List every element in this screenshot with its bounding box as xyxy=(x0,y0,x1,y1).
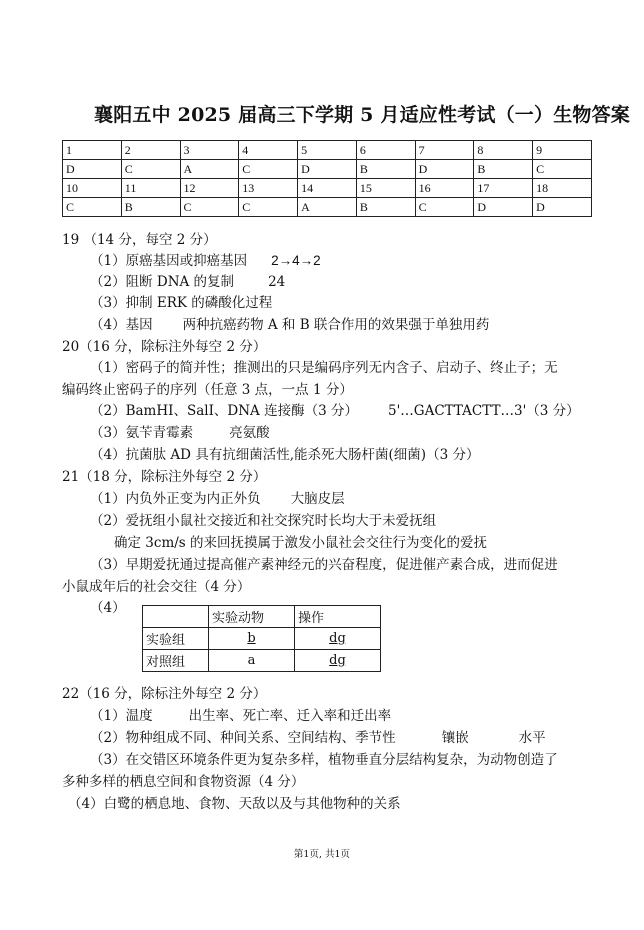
q22-line2 xyxy=(90,728,546,748)
q19-answer-2b: 24 xyxy=(268,274,286,290)
answer-row xyxy=(63,198,592,217)
q22-line3-cont: 多种多样的栖息空间和食物资源（4 分） xyxy=(62,774,305,790)
q19-answer-4b: 两种抗癌药物 A 和 B 联合作用的效果强于单独用药 xyxy=(182,317,490,333)
q22-header: 22（16 分，除标注外每空 2 分） xyxy=(62,686,267,702)
question-number-cell: 12 xyxy=(180,179,239,198)
q19-answer-2a: （2）阻断 DNA 的复制 xyxy=(90,274,235,290)
exp-row-animal: b xyxy=(247,631,256,646)
question-number-cell: 7 xyxy=(415,141,474,160)
q19-answer-1a: （1）原癌基因或抑癌基因 xyxy=(90,253,248,269)
q22-answer-2b: 镶嵌 xyxy=(441,730,469,746)
question-number-cell: 10 xyxy=(63,179,122,198)
exp-row-label: 对照组 xyxy=(143,650,209,672)
answer-cell: C xyxy=(533,160,592,179)
exp-header-operation: 操作 xyxy=(295,606,381,628)
q21-line1 xyxy=(90,489,345,509)
q19-line1 xyxy=(90,251,321,271)
exp-header-blank xyxy=(143,606,209,628)
question-number-cell: 4 xyxy=(239,141,298,160)
question-number-cell: 16 xyxy=(415,179,474,198)
answer-cell: C xyxy=(180,198,239,217)
q21-header: 21（18 分，除标注外每空 2 分） xyxy=(62,469,267,485)
answer-cell: D xyxy=(474,198,533,217)
question-number-cell: 5 xyxy=(298,141,357,160)
q21-line2-cont: 确定 3cm/s 的来回抚摸属于激发小鼠社会交往行为变化的爱抚 xyxy=(114,535,488,551)
answer-cell: C xyxy=(63,198,122,217)
answer-cell: D xyxy=(415,160,474,179)
q19-line4 xyxy=(90,315,489,335)
exp-row-label: 实验组 xyxy=(143,628,209,650)
q20-line1: （1）密码子的简并性；推测出的只是编码序列无内含子、启动子、终止子；无 xyxy=(90,360,558,376)
experiment-row-experimental xyxy=(143,628,381,650)
answer-cell: A xyxy=(180,160,239,179)
q21-line4-label: （4） xyxy=(90,600,126,616)
question-number-cell: 11 xyxy=(121,179,180,198)
exp-row-animal: a xyxy=(247,653,256,668)
question-number-cell: 9 xyxy=(533,141,592,160)
q21-answer-1a: （1）内负外正变为内正外负 xyxy=(90,491,261,507)
experiment-row-control xyxy=(143,650,381,672)
question-number-cell: 3 xyxy=(180,141,239,160)
question-number-row xyxy=(63,179,592,198)
answer-row xyxy=(63,160,592,179)
q20-header: 20（16 分，除标注外每空 2 分） xyxy=(62,339,267,355)
q20-line2 xyxy=(90,401,580,421)
answer-table xyxy=(62,140,592,217)
answer-cell: A xyxy=(298,198,357,217)
q20-answer-3b: 亮氨酸 xyxy=(229,425,270,441)
question-number-cell: 2 xyxy=(121,141,180,160)
exp-row-operation: dg xyxy=(329,631,346,646)
question-number-cell: 13 xyxy=(239,179,298,198)
q21-answer-1b: 大脑皮层 xyxy=(290,491,345,507)
q19-answer-1b: 2→4→2 xyxy=(271,253,321,268)
answer-cell: B xyxy=(356,198,415,217)
q22-answer-1a: （1）温度 xyxy=(90,708,153,724)
experiment-table-header xyxy=(143,606,381,628)
q22-answer-2c: 水平 xyxy=(518,730,546,746)
question-number-row xyxy=(63,141,592,160)
q20-line1-cont: 编码终止密码子的序列（任意 3 点，一点 1 分） xyxy=(62,382,353,398)
question-number-cell: 14 xyxy=(298,179,357,198)
answer-cell: C xyxy=(121,160,180,179)
question-number-cell: 6 xyxy=(356,141,415,160)
q22-answer-2a: （2）物种组成不同、种间关系、空间结构、季节性 xyxy=(90,730,396,746)
answer-cell: D xyxy=(63,160,122,179)
q20-line3 xyxy=(90,423,270,443)
q22-line1 xyxy=(90,706,391,726)
experiment-table xyxy=(142,605,381,672)
q22-line4: （4）白鹭的栖息地、食物、天敌以及与其他物种的关系 xyxy=(68,796,401,812)
exp-row-operation: dg xyxy=(329,653,346,668)
q22-line3: （3）在交错区环境条件更为复杂多样，植物垂直分层结构复杂，为动物创造了 xyxy=(90,752,558,768)
answer-cell: B xyxy=(474,160,533,179)
answer-cell: C xyxy=(239,160,298,179)
exp-header-animal: 实验动物 xyxy=(209,606,295,628)
q22-answer-1b: 出生率、死亡率、迁入率和迁出率 xyxy=(188,708,392,724)
question-number-cell: 8 xyxy=(474,141,533,160)
q20-answer-3a: （3）氨苄青霉素 xyxy=(90,425,194,441)
q21-line3: （3）早期爱抚通过提高催产素神经元的兴奋程度，促进催产素合成，进而促进 xyxy=(90,557,558,573)
question-number-cell: 1 xyxy=(63,141,122,160)
q19-header: 19 （14 分，每空 2 分） xyxy=(62,232,217,248)
q21-line2: （2）爱抚组小鼠社交接近和社交探究时长均大于未爱抚组 xyxy=(90,513,437,529)
question-number-cell: 15 xyxy=(356,179,415,198)
question-number-cell: 17 xyxy=(474,179,533,198)
q20-line4: （4）抗菌肽 AD 具有抗细菌活性,能杀死大肠杆菌(细菌)（3 分） xyxy=(90,447,480,463)
page-title: 襄阳五中 2025 届高三下学期 5 月适应性考试（一）生物答案 xyxy=(94,104,630,126)
q20-answer-2b: 5'…GACTTACTT…3'（3 分） xyxy=(387,403,580,419)
q19-line2 xyxy=(90,272,285,292)
q19-line3: （3）抑制 ERK 的磷酸化过程 xyxy=(90,295,273,311)
answer-cell: D xyxy=(298,160,357,179)
answer-cell: B xyxy=(356,160,415,179)
q20-answer-2a: （2）BamHI、SalI、DNA 连接酶（3 分） xyxy=(90,403,358,419)
page-footer: 第1页, 共1页 xyxy=(293,849,351,860)
q19-answer-4a: （4）基因 xyxy=(90,317,153,333)
answer-cell: C xyxy=(239,198,298,217)
question-number-cell: 18 xyxy=(533,179,592,198)
answer-cell: C xyxy=(415,198,474,217)
answer-cell: B xyxy=(121,198,180,217)
q21-line3-cont: 小鼠成年后的社会交往（4 分） xyxy=(62,579,251,595)
answer-cell: D xyxy=(533,198,592,217)
